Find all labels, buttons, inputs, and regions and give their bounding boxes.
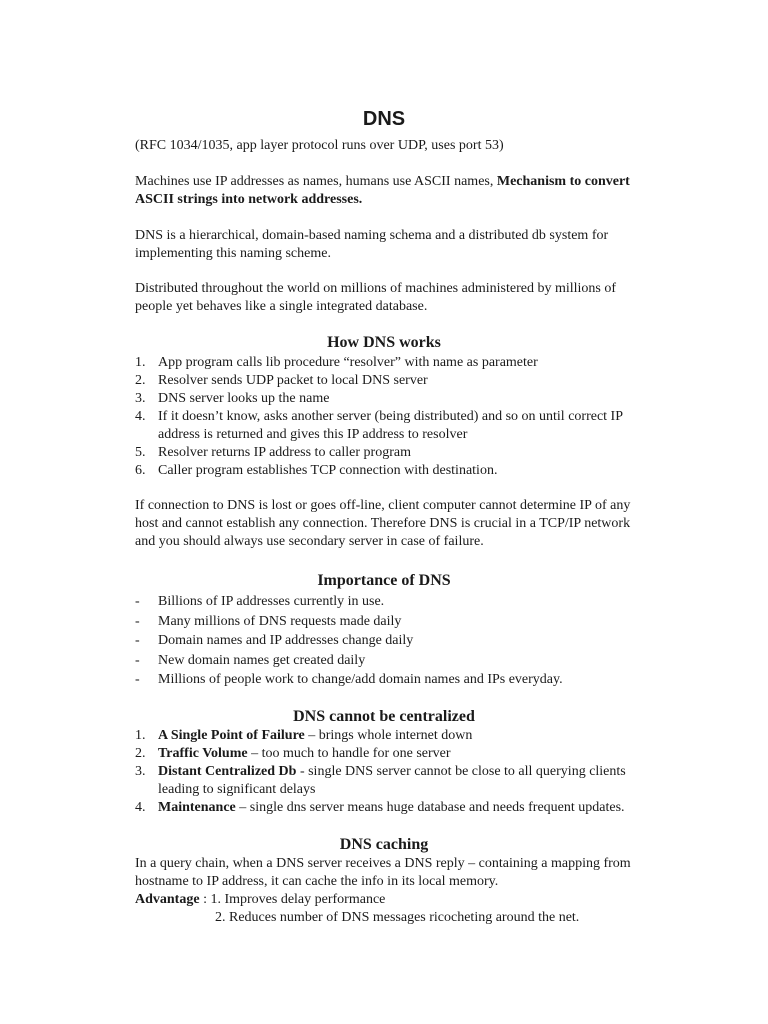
list-item: 2. Traffic Volume – too much to handle for one server xyxy=(135,746,451,761)
caching-heading: DNS caching xyxy=(339,836,429,853)
list-item: 4. If it doesn’t know, asks another server (being distributed) and so on until correct IP address is returned and gives this IP address to resolver xyxy=(135,409,623,442)
list-item: 1. App program calls lib procedure “resolver” with name as parameter xyxy=(135,355,538,370)
importance-heading: Importance of DNS xyxy=(317,572,451,589)
names-bold: Mechanism to convert ASCII strings into network addresses. xyxy=(135,174,630,207)
importance-list xyxy=(135,592,635,690)
list-item: - Domain names and IP addresses change daily xyxy=(135,633,414,648)
list-item: - Billions of IP addresses currently in use. xyxy=(135,594,385,609)
dns-failure-note: If connection to DNS is lost or goes off-line, client computer cannot determine IP of any host and cannot establish any connection. Therefore DNS is crucial in a TCP/IP network and you should always use secondary server in case of failure. xyxy=(135,498,631,549)
advantage-1: 1. Improves delay performance xyxy=(210,892,386,907)
how-dns-works-list xyxy=(135,354,635,480)
rfc-line: (RFC 1034/1035, app layer protocol runs over UDP, uses port 53) xyxy=(135,138,504,153)
list-item: 6. Caller program establishes TCP connection with destination. xyxy=(135,463,498,478)
list-item: 3. Distant Centralized Db - single DNS server cannot be close to all querying clients leading to significant delays xyxy=(135,764,626,797)
list-item: - Many millions of DNS requests made daily xyxy=(135,613,402,629)
centralized-list xyxy=(135,727,635,817)
how-dns-works-heading: How DNS works xyxy=(327,334,441,351)
list-item: 5. Resolver returns IP address to caller program xyxy=(135,445,411,460)
advantage-line-2: 2. Reduces number of DNS messages ricocheting around the net. xyxy=(215,910,580,925)
names-paragraph xyxy=(135,173,635,209)
hierarchical-paragraph: DNS is a hierarchical, domain-based naming schema and a distributed db system for implementing this naming scheme. xyxy=(135,228,609,261)
list-item: 2. Resolver sends UDP packet to local DNS server xyxy=(135,373,428,388)
list-item: - Millions of people work to change/add domain names and IPs everyday. xyxy=(135,672,563,687)
list-item: 4. Maintenance – single dns server means huge database and needs frequent updates. xyxy=(135,800,625,815)
caching-paragraph: In a query chain, when a DNS server receives a DNS reply – containing a mapping from hostname to IP address, it can cache the info in its local memory. xyxy=(135,856,631,889)
list-item: 1. A Single Point of Failure – brings whole internet down xyxy=(135,728,473,743)
advantage-label: Advantage xyxy=(135,892,200,907)
document-title: DNS xyxy=(362,108,406,130)
list-item: - New domain names get created daily xyxy=(135,652,366,668)
distributed-paragraph: Distributed throughout the world on millions of machines administered by millions of people yet behaves like a single integrated database. xyxy=(135,281,616,314)
advantage-line-1: Advantage : 1. Improves delay performance xyxy=(135,892,386,907)
centralized-heading: DNS cannot be centralized xyxy=(293,708,475,725)
list-item: 3. DNS server looks up the name xyxy=(135,391,330,406)
names-plain: Machines use IP addresses as names, humans use ASCII names, xyxy=(135,174,497,189)
